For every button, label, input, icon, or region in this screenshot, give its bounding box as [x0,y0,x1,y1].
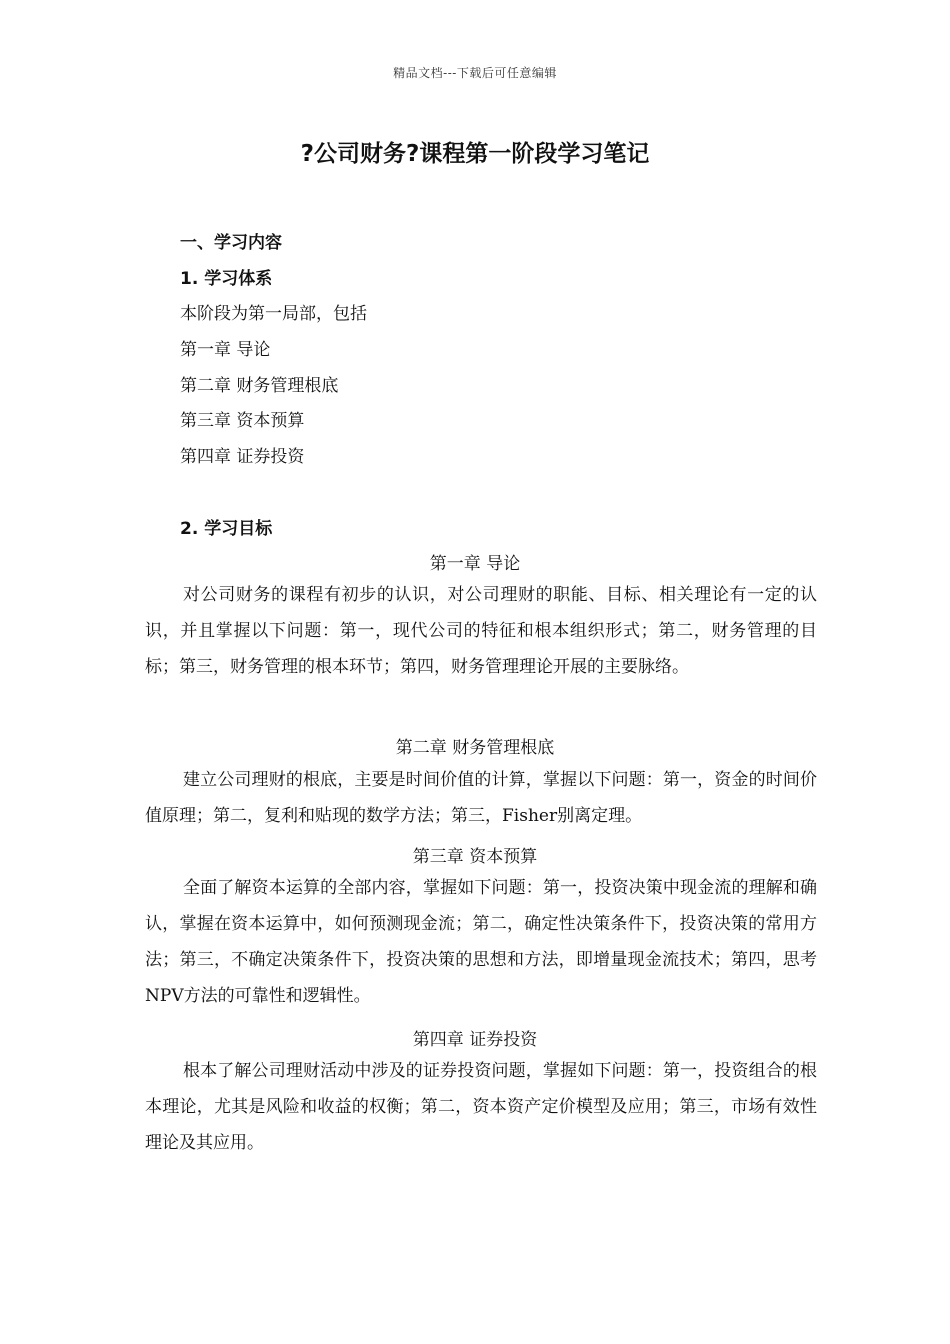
subsection-heading-learning-system: 1. 学习体系 [180,269,273,289]
chapter-list-item: 第四章 证券投资 [180,447,305,467]
chapter-goal-title: 第一章 导论 [429,554,521,574]
chapter-goal-title: 第二章 财务管理根底 [395,738,555,758]
chapter-goal-text: 根本了解公司理财活动中涉及的证券投资问题，掌握如下问题：第一，投资组合的根本理论，尤其是风险和收益的权衡；第二，资本资产定价模型及应用；第三，市场有效性理论及其应用。 [145,1061,817,1153]
chapter-goal-title: 第四章 证券投资 [412,1030,538,1050]
chapter-list-item: 第三章 资本预算 [180,411,305,431]
section-heading-learning-content: 一、学习内容 [180,233,282,253]
document-title: ?公司财务?课程第一阶段学习笔记 [300,141,650,167]
page-header: 精品文档---下载后可任意编辑 [393,66,557,80]
subsection-heading-learning-goals: 2. 学习目标 [180,519,273,539]
chapter-goal-title: 第三章 资本预算 [412,847,538,867]
chapter-goal-text: 建立公司理财的根底，主要是时间价值的计算，掌握以下问题：第一，资金的时间价值原理；第二，复利和贴现的数学方法；第三，Fisher别离定理。 [145,770,817,826]
chapter-goal-text: 对公司财务的课程有初步的认识，对公司理财的职能、目标、相关理论有一定的认识，并且掌握以下问题：第一，现代公司的特征和根本组织形式；第二，财务管理的目标；第三，财务管理的根本环节；第四，财务管理理论开展的主要脉络。 [145,585,817,677]
learning-system-intro: 本阶段为第一局部，包括 [180,304,367,324]
chapter-list-item: 第二章 财务管理根底 [180,376,339,396]
chapter-list-item: 第一章 导论 [180,340,271,360]
chapter-goal-text: 全面了解资本运算的全部内容，掌握如下问题：第一，投资决策中现金流的理解和确认，掌握在资本运算中，如何预测现金流；第二，确定性决策条件下，投资决策的常用方法；第三，不确定决策条件下，投资决策的思想和方法，即增量现金流技术；第四，思考NPV方法的可靠性和逻辑性。 [145,878,817,1006]
